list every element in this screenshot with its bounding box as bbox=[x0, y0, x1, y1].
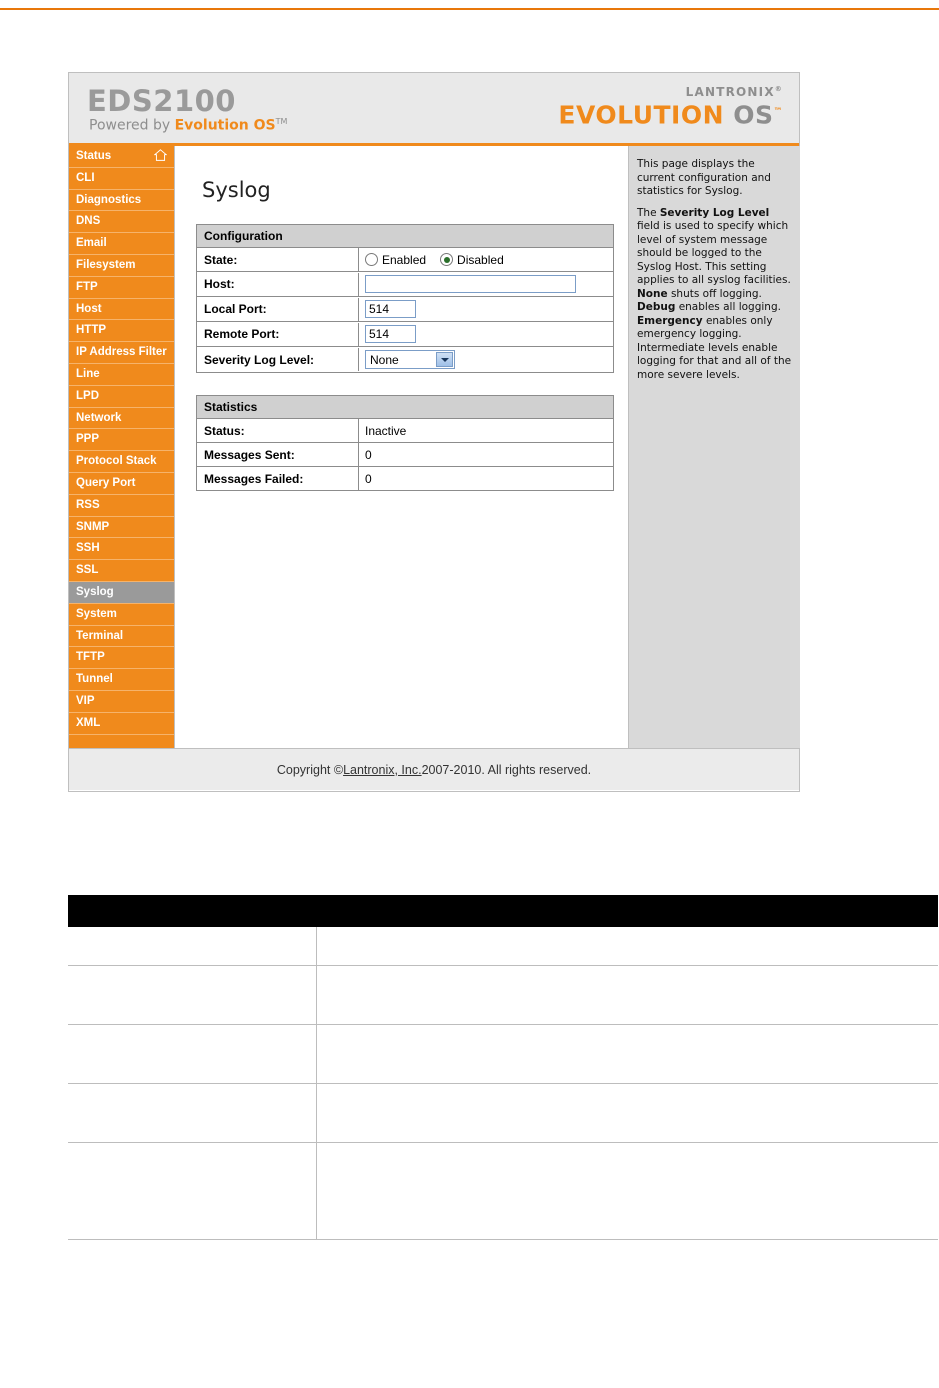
sidebar-item-filesystem[interactable] bbox=[69, 255, 174, 277]
help-p2-f: enables only emergency logging. Intermediate levels enable logging for that and all of the more severe levels. bbox=[637, 314, 792, 381]
statistics-section-title: Statistics bbox=[197, 396, 613, 419]
remote-port-label: Remote Port: bbox=[197, 323, 359, 346]
sidebar-item-network[interactable] bbox=[69, 408, 174, 430]
copyright-suffix: 2007-2010. All rights reserved. bbox=[421, 762, 592, 777]
vendor-name-text: LANTRONIX bbox=[685, 85, 775, 99]
vendor-logo bbox=[558, 85, 783, 128]
table-header-cell-2 bbox=[317, 895, 939, 927]
help-p2-c: field is used to specify which level of system message should be logged to the Syslog Host. This setting applies to all syslog facilities. bbox=[637, 220, 791, 286]
trademark-icon: ™ bbox=[773, 107, 783, 117]
sidebar-item-label: HTTP bbox=[76, 324, 107, 337]
table-cell bbox=[317, 1084, 939, 1143]
evolution-os-wordmark bbox=[558, 99, 783, 128]
host-input[interactable] bbox=[365, 275, 576, 293]
sidebar-item-lpd[interactable] bbox=[69, 386, 174, 408]
table-cell bbox=[68, 1025, 317, 1084]
sidebar-item-terminal[interactable] bbox=[69, 626, 174, 648]
sidebar-item-label: SNMP bbox=[76, 520, 110, 533]
state-radio-enabled[interactable] bbox=[365, 253, 426, 267]
messages-failed-value: 0 bbox=[365, 471, 372, 486]
sidebar-item-label: System bbox=[76, 607, 117, 620]
sidebar-item-diagnostics[interactable] bbox=[69, 190, 174, 212]
device-header bbox=[69, 73, 799, 146]
vendor-name bbox=[558, 85, 783, 99]
help-none-term: None bbox=[637, 287, 668, 300]
sidebar-item-ip-address-filter[interactable] bbox=[69, 342, 174, 364]
remote-port-input[interactable] bbox=[365, 325, 416, 343]
local-port-value bbox=[359, 297, 613, 321]
table-row bbox=[68, 1084, 938, 1143]
table-cell bbox=[68, 927, 317, 966]
sidebar-item-label: PPP bbox=[76, 433, 100, 446]
sidebar-item-ssh[interactable] bbox=[69, 538, 174, 560]
severity-log-level-select[interactable] bbox=[365, 350, 455, 369]
table-cell bbox=[317, 1143, 939, 1240]
os-word: OS bbox=[724, 100, 774, 130]
sidebar-item-label: Diagnostics bbox=[76, 193, 142, 206]
sidebar-item-dns[interactable] bbox=[69, 211, 174, 233]
sidebar-item-label: Terminal bbox=[76, 629, 124, 642]
sidebar-item-host[interactable] bbox=[69, 299, 174, 321]
device-footer bbox=[69, 748, 799, 790]
sidebar-item-syslog[interactable] bbox=[69, 582, 174, 604]
messages-failed-row bbox=[197, 467, 613, 491]
sidebar-item-label: Query Port bbox=[76, 476, 136, 489]
sidebar-item-snmp[interactable] bbox=[69, 517, 174, 539]
radio-icon[interactable] bbox=[440, 253, 453, 266]
sidebar-item-label: XML bbox=[76, 716, 101, 729]
sidebar-item-vip[interactable] bbox=[69, 691, 174, 713]
lantronix-link[interactable]: Lantronix, Inc. bbox=[343, 762, 422, 777]
severity-label: Severity Log Level: bbox=[197, 348, 359, 371]
help-p2-a: The bbox=[637, 206, 660, 219]
local-port-row bbox=[197, 297, 613, 322]
sidebar-item-ftp[interactable] bbox=[69, 277, 174, 299]
messages-sent-label: Messages Sent: bbox=[197, 443, 359, 466]
sidebar-item-label: SSH bbox=[76, 542, 100, 555]
sidebar-item-label: Status bbox=[76, 150, 112, 162]
remote-port-row bbox=[197, 322, 613, 347]
status-label: Status: bbox=[197, 419, 359, 442]
sidebar-item-http[interactable] bbox=[69, 320, 174, 342]
radio-icon[interactable] bbox=[365, 253, 378, 266]
severity-selected-value: None bbox=[370, 352, 399, 367]
state-label: State: bbox=[197, 248, 359, 271]
remote-port-value bbox=[359, 322, 613, 346]
powered-by-text bbox=[89, 117, 287, 134]
table-row bbox=[68, 1025, 938, 1084]
evolution-word: EVOLUTION bbox=[558, 100, 725, 130]
host-value bbox=[359, 272, 613, 296]
chevron-down-icon[interactable] bbox=[436, 352, 453, 367]
messages-sent-row bbox=[197, 443, 613, 467]
main-content bbox=[176, 146, 628, 748]
sidebar-item-tftp[interactable] bbox=[69, 647, 174, 669]
table-cell bbox=[68, 1143, 317, 1240]
sidebar-item-status[interactable] bbox=[69, 146, 174, 168]
state-row bbox=[197, 248, 613, 272]
sidebar-item-label: Protocol Stack bbox=[76, 455, 157, 468]
messages-failed-label: Messages Failed: bbox=[197, 467, 359, 490]
sidebar-item-label: DNS bbox=[76, 215, 101, 228]
help-paragraph-2 bbox=[637, 207, 792, 383]
local-port-label: Local Port: bbox=[197, 298, 359, 321]
sidebar-item-label: SSL bbox=[76, 564, 99, 577]
page-top-rule bbox=[0, 8, 939, 10]
sidebar-item-label: FTP bbox=[76, 280, 98, 293]
powered-by-brand: Evolution OS bbox=[174, 117, 276, 134]
sidebar-item-tunnel[interactable] bbox=[69, 669, 174, 691]
sidebar-item-label: Network bbox=[76, 411, 122, 424]
sidebar-item-line[interactable] bbox=[69, 364, 174, 386]
sidebar-item-label: CLI bbox=[76, 171, 95, 184]
sidebar-item-system[interactable] bbox=[69, 604, 174, 626]
sidebar-item-label: Tunnel bbox=[76, 673, 113, 686]
state-value bbox=[359, 250, 613, 270]
sidebar-item-label: Line bbox=[76, 367, 100, 380]
host-label: Host: bbox=[197, 273, 359, 296]
device-web-ui bbox=[68, 72, 800, 792]
help-paragraph-1: This page displays the current configuration and statistics for Syslog. bbox=[637, 158, 771, 197]
sidebar-item-xml[interactable] bbox=[69, 713, 174, 735]
vendor-registered-icon: ® bbox=[774, 85, 783, 93]
table-header-cell-1 bbox=[68, 895, 317, 927]
table-cell bbox=[68, 1084, 317, 1143]
device-model-title: EDS2100 bbox=[87, 84, 236, 118]
sidebar-item-label: IP Address Filter bbox=[76, 346, 167, 359]
severity-value bbox=[359, 347, 613, 372]
sidebar-item-label: LPD bbox=[76, 389, 99, 402]
status-value: Inactive bbox=[365, 423, 407, 438]
help-p2-e: enables all logging. bbox=[675, 301, 781, 313]
sidebar-item-label: Filesystem bbox=[76, 258, 136, 271]
table-row bbox=[68, 966, 938, 1025]
help-debug-term: Debug bbox=[637, 301, 676, 313]
device-body bbox=[69, 146, 799, 748]
table-cell bbox=[68, 966, 317, 1025]
home-icon[interactable] bbox=[154, 149, 167, 162]
sidebar-item-ppp[interactable] bbox=[69, 429, 174, 451]
messages-sent-value: 0 bbox=[365, 447, 372, 462]
table-header-row bbox=[68, 895, 938, 927]
status-row bbox=[197, 419, 613, 443]
host-row bbox=[197, 272, 613, 297]
help-panel bbox=[628, 146, 800, 748]
page-title: Syslog bbox=[202, 178, 271, 202]
sidebar-item-label: Syslog bbox=[76, 585, 114, 598]
table-cell bbox=[317, 966, 939, 1025]
configuration-section bbox=[196, 224, 614, 373]
sidebar-item-query-port[interactable] bbox=[69, 473, 174, 495]
configuration-section-title: Configuration bbox=[197, 225, 613, 248]
reference-table bbox=[68, 895, 938, 1240]
sidebar-item-email[interactable] bbox=[69, 233, 174, 255]
powered-by-tm: TM bbox=[275, 117, 288, 126]
state-radio-group bbox=[365, 253, 504, 267]
copyright-prefix: Copyright © bbox=[276, 762, 344, 777]
sidebar-item-label: TFTP bbox=[76, 651, 105, 664]
state-radio-disabled-label: Disabled bbox=[457, 252, 504, 267]
sidebar-item-label: RSS bbox=[76, 498, 100, 511]
help-emergency-term: Emergency bbox=[637, 314, 703, 327]
sidebar-nav bbox=[69, 146, 175, 748]
sidebar-item-label: VIP bbox=[76, 694, 95, 707]
sidebar-item-label: Email bbox=[76, 237, 107, 250]
table-row bbox=[68, 1143, 938, 1240]
table-row bbox=[68, 927, 938, 966]
sidebar-item-protocol-stack[interactable] bbox=[69, 451, 174, 473]
powered-by-prefix: Powered by bbox=[89, 117, 175, 134]
severity-row bbox=[197, 347, 613, 373]
sidebar-item-label: Host bbox=[76, 302, 102, 315]
help-severity-term: Severity Log Level bbox=[659, 206, 770, 219]
sidebar-item-rss[interactable] bbox=[69, 495, 174, 517]
state-radio-enabled-label: Enabled bbox=[382, 252, 427, 267]
local-port-input[interactable] bbox=[365, 300, 416, 318]
sidebar-item-ssl[interactable] bbox=[69, 560, 174, 582]
table-cell bbox=[317, 1025, 939, 1084]
table-cell bbox=[317, 927, 939, 966]
state-radio-disabled[interactable] bbox=[440, 253, 504, 267]
statistics-section bbox=[196, 395, 614, 491]
help-p2-d: shuts off logging. bbox=[667, 287, 762, 300]
sidebar-item-cli[interactable] bbox=[69, 168, 174, 190]
